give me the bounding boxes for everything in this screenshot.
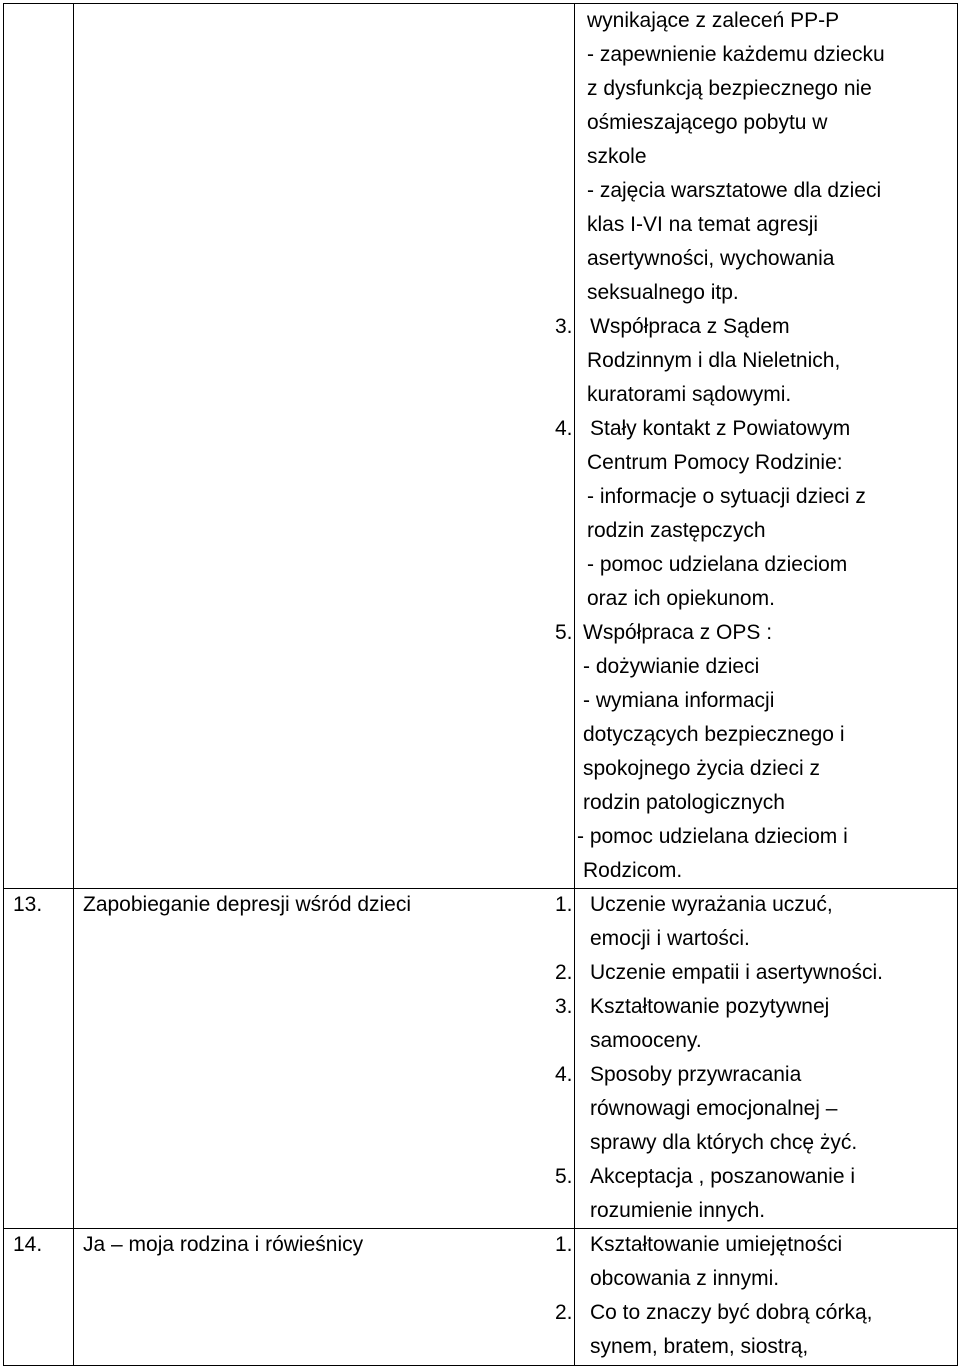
content-line: rozumienie innych. bbox=[590, 1199, 766, 1222]
content-line: obcowania z innymi. bbox=[590, 1267, 780, 1290]
content-line: Kształtowanie umiejętności bbox=[590, 1233, 843, 1256]
list-marker: 4. bbox=[555, 417, 573, 440]
list-marker: 1. bbox=[555, 893, 573, 916]
list-marker: 5. bbox=[555, 621, 573, 644]
content-line: samooceny. bbox=[590, 1029, 702, 1052]
content-line: kuratorami sądowymi. bbox=[587, 383, 792, 406]
content-line: rodzin zastępczych bbox=[587, 519, 766, 542]
column-divider-1 bbox=[73, 3, 74, 1366]
content-line: rodzin patologicznych bbox=[583, 791, 785, 814]
row-number: 13. bbox=[13, 893, 43, 916]
content-line: Stały kontakt z Powiatowym bbox=[590, 417, 851, 440]
content-line: - dożywianie dzieci bbox=[583, 655, 760, 678]
list-marker: 1. bbox=[555, 1233, 573, 1256]
content-line: Uczenie empatii i asertywności. bbox=[590, 961, 883, 984]
content-line: ośmieszającego pobytu w bbox=[587, 111, 828, 134]
content-line: seksualnego itp. bbox=[587, 281, 739, 304]
content-line: z dysfunkcją bezpiecznego nie bbox=[587, 77, 872, 100]
list-marker: 4. bbox=[555, 1063, 573, 1086]
row-topic: Zapobieganie depresji wśród dzieci bbox=[83, 893, 412, 916]
content-line: - pomoc udzielana dzieciom bbox=[587, 553, 848, 576]
content-line: wynikające z zaleceń PP-P bbox=[587, 9, 840, 32]
content-line: Centrum Pomocy Rodzinie: bbox=[587, 451, 843, 474]
content-line: Uczenie wyrażania uczuć, bbox=[590, 893, 833, 916]
list-marker: 5. bbox=[555, 1165, 573, 1188]
content-line: Sposoby przywracania bbox=[590, 1063, 802, 1086]
row-number: 14. bbox=[13, 1233, 43, 1256]
row-topic: Ja – moja rodzina i rówieśnicy bbox=[83, 1233, 364, 1256]
content-line: - pomoc udzielana dzieciom i bbox=[577, 825, 848, 848]
content-line: klas I-VI na temat agresji bbox=[587, 213, 819, 236]
content-line: spokojnego życia dzieci z bbox=[583, 757, 820, 780]
content-line: szkole bbox=[587, 145, 647, 168]
content-line: - wymiana informacji bbox=[583, 689, 775, 712]
content-line: Co to znaczy być dobrą córką, bbox=[590, 1301, 873, 1324]
content-line: Rodzinnym i dla Nieletnich, bbox=[587, 349, 841, 372]
list-marker: 2. bbox=[555, 961, 573, 984]
content-line: synem, bratem, siostrą, bbox=[590, 1335, 809, 1358]
content-line: dotyczących bezpiecznego i bbox=[583, 723, 845, 746]
content-line: Rodzicom. bbox=[583, 859, 683, 882]
content-line: Akceptacja , poszanowanie i bbox=[590, 1165, 855, 1188]
content-line: Współpraca z Sądem bbox=[590, 315, 790, 338]
content-line: Współpraca z OPS : bbox=[583, 621, 773, 644]
content-line: - zapewnienie każdemu dziecku bbox=[587, 43, 885, 66]
list-marker: 3. bbox=[555, 995, 573, 1018]
content-line: - informacje o sytuacji dzieci z bbox=[587, 485, 866, 508]
content-line: równowagi emocjonalnej – bbox=[590, 1097, 838, 1120]
content-line: sprawy dla których chcę żyć. bbox=[590, 1131, 858, 1154]
list-marker: 3. bbox=[555, 315, 573, 338]
content-line: Kształtowanie pozytywnej bbox=[590, 995, 830, 1018]
column-divider-2 bbox=[574, 3, 575, 1366]
content-line: asertywności, wychowania bbox=[587, 247, 835, 270]
content-line: emocji i wartości. bbox=[590, 927, 750, 950]
content-line: oraz ich opiekunom. bbox=[587, 587, 775, 610]
list-marker: 2. bbox=[555, 1301, 573, 1324]
content-line: - zajęcia warsztatowe dla dzieci bbox=[587, 179, 882, 202]
